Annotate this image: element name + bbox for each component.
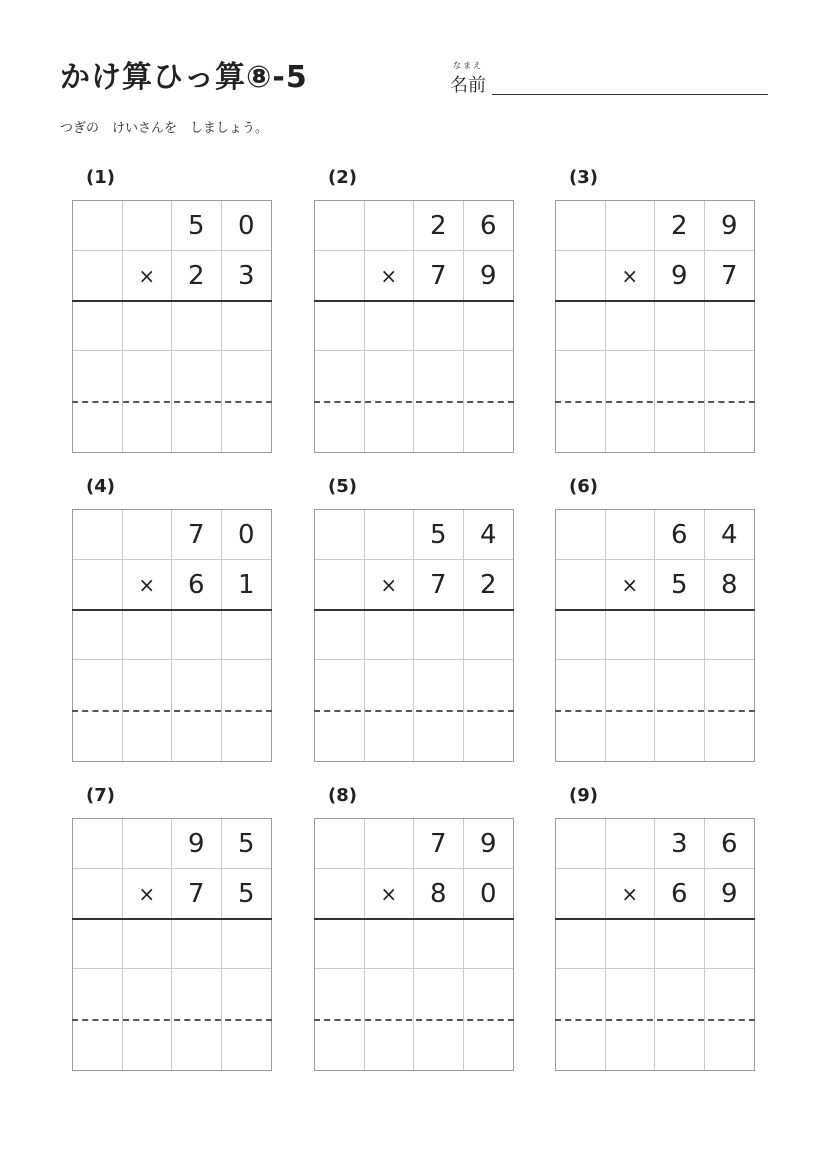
- answer-row: [556, 969, 754, 1019]
- answer-cell[interactable]: [73, 610, 123, 660]
- answer-cell[interactable]: [123, 919, 173, 969]
- answer-row: [73, 1019, 271, 1070]
- partial-sum-dashed-line: [555, 710, 755, 712]
- digit-cell: 6: [655, 510, 705, 560]
- answer-cell[interactable]: [123, 660, 173, 710]
- answer-cell[interactable]: [414, 610, 464, 660]
- product-line: [72, 609, 272, 611]
- answer-cell[interactable]: [315, 610, 365, 660]
- answer-cell[interactable]: [606, 401, 656, 452]
- multiply-sign: ×: [606, 251, 656, 301]
- digit-cell: 7: [172, 869, 222, 919]
- answer-row: [73, 919, 271, 969]
- answer-cell[interactable]: [365, 660, 415, 710]
- answer-cell[interactable]: [365, 710, 415, 761]
- answer-cell[interactable]: [655, 351, 705, 401]
- problem-2: [314, 167, 516, 453]
- digit-cell: 9: [720, 879, 738, 909]
- answer-cell[interactable]: [606, 351, 656, 401]
- problem-1: [72, 167, 274, 453]
- multiplier-row: [315, 560, 513, 610]
- problem-label: (5): [328, 476, 357, 497]
- digit-cell: 6: [705, 819, 755, 869]
- problem-4: [72, 476, 274, 762]
- digit-cell: 9: [479, 261, 497, 291]
- answer-row: [73, 660, 271, 710]
- answer-cell[interactable]: [464, 1019, 514, 1070]
- answer-cell[interactable]: [172, 660, 222, 710]
- multiply-sign: ×: [365, 869, 415, 919]
- problem-label: (7): [86, 785, 115, 806]
- answer-cell[interactable]: [414, 351, 464, 401]
- answer-cell[interactable]: [464, 351, 514, 401]
- problem-label: (8): [328, 785, 357, 806]
- answer-row: [556, 710, 754, 761]
- digit-cell: [556, 869, 606, 919]
- answer-cell[interactable]: [556, 969, 606, 1019]
- digit-cell: 9: [464, 819, 514, 869]
- product-line: [314, 918, 514, 920]
- answer-cell[interactable]: [315, 301, 365, 351]
- answer-cell[interactable]: [123, 351, 173, 401]
- answer-row: [315, 969, 513, 1019]
- multiplicand-row: [73, 819, 271, 869]
- digit-cell: 7: [414, 560, 464, 610]
- digit-cell: [556, 251, 606, 301]
- answer-row: [556, 919, 754, 969]
- digit-cell: [73, 251, 123, 301]
- answer-cell[interactable]: [414, 660, 464, 710]
- answer-cell[interactable]: [655, 969, 705, 1019]
- problem-7: [72, 785, 274, 1071]
- calculation-grid: [314, 818, 514, 1071]
- partial-sum-dashed-line: [314, 401, 514, 403]
- answer-cell[interactable]: [73, 919, 123, 969]
- calculation-grid: [555, 509, 755, 762]
- partial-sum-dashed-line: [72, 401, 272, 403]
- problem-6: [555, 476, 757, 762]
- multiplicand-row: [73, 510, 271, 560]
- answer-cell[interactable]: [315, 401, 365, 452]
- answer-row: [556, 610, 754, 660]
- digit-cell: 2: [414, 201, 464, 251]
- calculation-grid: [72, 818, 272, 1071]
- answer-cell[interactable]: [655, 610, 705, 660]
- digit-cell: 1: [237, 570, 255, 600]
- answer-cell[interactable]: [414, 919, 464, 969]
- name-write-line[interactable]: [492, 94, 768, 95]
- answer-cell[interactable]: [172, 610, 222, 660]
- answer-row: [73, 969, 271, 1019]
- answer-cell[interactable]: [222, 401, 272, 452]
- partial-sum-dashed-line: [72, 1019, 272, 1021]
- answer-cell[interactable]: [222, 351, 272, 401]
- digit-cell: [73, 869, 123, 919]
- answer-cell[interactable]: [606, 660, 656, 710]
- digit-cell: 6: [172, 560, 222, 610]
- answer-row: [556, 351, 754, 401]
- product-line: [72, 300, 272, 302]
- digit-cell: [606, 819, 656, 869]
- answer-row: [556, 301, 754, 351]
- digit-cell: [556, 201, 606, 251]
- answer-cell[interactable]: [172, 351, 222, 401]
- multiply-sign: ×: [123, 869, 173, 919]
- digit-cell: 7: [414, 819, 464, 869]
- answer-cell[interactable]: [365, 610, 415, 660]
- answer-cell[interactable]: [222, 660, 272, 710]
- name-ruby: なまえ: [453, 61, 483, 70]
- partial-sum-dashed-line: [72, 710, 272, 712]
- multiplier-row: [315, 869, 513, 919]
- digit-cell: 9: [705, 201, 755, 251]
- digit-cell: 3: [655, 819, 705, 869]
- answer-cell[interactable]: [556, 710, 606, 761]
- calculation-grid: [314, 509, 514, 762]
- answer-cell[interactable]: [172, 301, 222, 351]
- partial-sum-dashed-line: [314, 1019, 514, 1021]
- answer-cell[interactable]: [123, 969, 173, 1019]
- answer-row: [315, 301, 513, 351]
- name-label: 名前: [450, 75, 486, 96]
- multiplier-row: [556, 560, 754, 610]
- problem-label: (2): [328, 167, 357, 188]
- digit-cell: [556, 510, 606, 560]
- digit-cell: 6: [655, 869, 705, 919]
- digit-cell: 9: [655, 251, 705, 301]
- answer-cell[interactable]: [705, 401, 755, 452]
- product-line: [555, 609, 755, 611]
- digit-cell: 8: [414, 869, 464, 919]
- digit-cell: 3: [237, 261, 255, 291]
- multiply-sign: ×: [365, 251, 415, 301]
- digit-cell: 5: [172, 201, 222, 251]
- digit-cell: [365, 201, 415, 251]
- name-field-area: [450, 58, 768, 98]
- answer-row: [73, 301, 271, 351]
- digit-cell: [73, 201, 123, 251]
- page-title: かけ算ひっ算⑧-5: [60, 60, 308, 95]
- multiply-sign: ×: [606, 869, 656, 919]
- answer-cell[interactable]: [705, 919, 755, 969]
- answer-cell[interactable]: [606, 710, 656, 761]
- answer-cell[interactable]: [315, 969, 365, 1019]
- answer-cell[interactable]: [414, 301, 464, 351]
- answer-row: [315, 1019, 513, 1070]
- answer-cell[interactable]: [606, 610, 656, 660]
- answer-cell[interactable]: [172, 1019, 222, 1070]
- answer-cell[interactable]: [315, 710, 365, 761]
- partial-sum-dashed-line: [314, 710, 514, 712]
- answer-row: [315, 351, 513, 401]
- answer-cell[interactable]: [464, 401, 514, 452]
- answer-cell[interactable]: [414, 401, 464, 452]
- answer-row: [73, 351, 271, 401]
- answer-cell[interactable]: [73, 969, 123, 1019]
- answer-cell[interactable]: [222, 610, 272, 660]
- answer-cell[interactable]: [73, 1019, 123, 1070]
- digit-cell: 5: [414, 510, 464, 560]
- answer-row: [73, 710, 271, 761]
- answer-cell[interactable]: [705, 351, 755, 401]
- calculation-grid: [314, 200, 514, 453]
- calculation-grid: [555, 200, 755, 453]
- multiplicand-row: [556, 201, 754, 251]
- answer-cell[interactable]: [655, 919, 705, 969]
- problem-label: (9): [569, 785, 598, 806]
- answer-cell[interactable]: [606, 919, 656, 969]
- answer-cell[interactable]: [222, 1019, 272, 1070]
- answer-cell[interactable]: [464, 610, 514, 660]
- answer-cell[interactable]: [464, 919, 514, 969]
- answer-cell[interactable]: [464, 710, 514, 761]
- answer-cell[interactable]: [365, 1019, 415, 1070]
- answer-cell[interactable]: [464, 301, 514, 351]
- answer-cell[interactable]: [123, 301, 173, 351]
- multiplier-row: [315, 251, 513, 301]
- partial-sum-dashed-line: [555, 1019, 755, 1021]
- problem-8: [314, 785, 516, 1071]
- answer-cell[interactable]: [172, 969, 222, 1019]
- answer-cell[interactable]: [705, 1019, 755, 1070]
- digit-cell: [73, 510, 123, 560]
- product-line: [555, 918, 755, 920]
- multiply-sign: ×: [606, 560, 656, 610]
- digit-cell: 4: [705, 510, 755, 560]
- answer-cell[interactable]: [556, 301, 606, 351]
- answer-cell[interactable]: [414, 1019, 464, 1070]
- multiplier-row: [556, 869, 754, 919]
- digit-cell: [73, 560, 123, 610]
- digit-cell: [73, 819, 123, 869]
- product-line: [555, 300, 755, 302]
- digit-cell: [606, 510, 656, 560]
- answer-cell[interactable]: [655, 401, 705, 452]
- multiplicand-row: [315, 510, 513, 560]
- answer-cell[interactable]: [705, 969, 755, 1019]
- product-line: [314, 609, 514, 611]
- multiplicand-row: [315, 819, 513, 869]
- answer-row: [556, 1019, 754, 1070]
- answer-cell[interactable]: [556, 919, 606, 969]
- answer-cell[interactable]: [73, 401, 123, 452]
- product-line: [72, 918, 272, 920]
- digit-cell: [123, 201, 173, 251]
- problem-label: (4): [86, 476, 115, 497]
- answer-cell[interactable]: [222, 969, 272, 1019]
- answer-row: [556, 660, 754, 710]
- answer-cell[interactable]: [655, 301, 705, 351]
- digit-cell: 8: [720, 570, 738, 600]
- answer-row: [315, 401, 513, 452]
- answer-cell[interactable]: [655, 710, 705, 761]
- multiply-sign: ×: [123, 560, 173, 610]
- answer-cell[interactable]: [365, 351, 415, 401]
- problem-5: [314, 476, 516, 762]
- answer-row: [315, 660, 513, 710]
- digit-cell: [315, 819, 365, 869]
- multiply-sign: ×: [365, 560, 415, 610]
- answer-cell[interactable]: [705, 610, 755, 660]
- answer-cell[interactable]: [606, 301, 656, 351]
- answer-cell[interactable]: [464, 660, 514, 710]
- answer-cell[interactable]: [705, 660, 755, 710]
- problem-9: [555, 785, 757, 1071]
- multiplicand-row: [556, 819, 754, 869]
- digit-cell: [315, 251, 365, 301]
- answer-cell[interactable]: [172, 401, 222, 452]
- digit-cell: 7: [414, 251, 464, 301]
- multiply-sign: ×: [123, 251, 173, 301]
- answer-cell[interactable]: [556, 610, 606, 660]
- answer-cell[interactable]: [123, 610, 173, 660]
- multiplicand-row: [556, 510, 754, 560]
- answer-cell[interactable]: [222, 710, 272, 761]
- digit-cell: [365, 819, 415, 869]
- digit-cell: [365, 510, 415, 560]
- answer-cell[interactable]: [172, 919, 222, 969]
- multiplier-row: [556, 251, 754, 301]
- answer-cell[interactable]: [172, 710, 222, 761]
- calculation-grid: [72, 509, 272, 762]
- digit-cell: [606, 201, 656, 251]
- answer-row: [315, 610, 513, 660]
- calculation-grid: [555, 818, 755, 1071]
- answer-row: [556, 401, 754, 452]
- digit-cell: [123, 510, 173, 560]
- answer-row: [73, 610, 271, 660]
- answer-cell[interactable]: [365, 301, 415, 351]
- digit-cell: 6: [464, 201, 514, 251]
- answer-cell[interactable]: [705, 301, 755, 351]
- problem-label: (6): [569, 476, 598, 497]
- answer-cell[interactable]: [414, 969, 464, 1019]
- digit-cell: 9: [172, 819, 222, 869]
- answer-cell[interactable]: [222, 301, 272, 351]
- answer-cell[interactable]: [123, 401, 173, 452]
- answer-row: [315, 710, 513, 761]
- digit-cell: 7: [172, 510, 222, 560]
- digit-cell: 5: [655, 560, 705, 610]
- digit-cell: [315, 560, 365, 610]
- answer-cell[interactable]: [73, 660, 123, 710]
- answer-cell[interactable]: [655, 660, 705, 710]
- digit-cell: 5: [222, 819, 272, 869]
- answer-cell[interactable]: [222, 919, 272, 969]
- answer-cell[interactable]: [365, 401, 415, 452]
- answer-cell[interactable]: [556, 401, 606, 452]
- digit-cell: 0: [479, 879, 497, 909]
- digit-cell: 0: [222, 510, 272, 560]
- multiplier-row: [73, 251, 271, 301]
- answer-cell[interactable]: [73, 301, 123, 351]
- answer-cell[interactable]: [556, 1019, 606, 1070]
- digit-cell: [556, 819, 606, 869]
- answer-cell[interactable]: [73, 710, 123, 761]
- answer-row: [315, 919, 513, 969]
- calculation-grid: [72, 200, 272, 453]
- answer-cell[interactable]: [315, 919, 365, 969]
- problem-3: [555, 167, 757, 453]
- product-line: [314, 300, 514, 302]
- answer-cell[interactable]: [315, 351, 365, 401]
- instruction-text: つぎの けいさんを しましょう。: [60, 121, 269, 136]
- multiplicand-row: [73, 201, 271, 251]
- multiplier-row: [73, 560, 271, 610]
- digit-cell: 4: [464, 510, 514, 560]
- digit-cell: 2: [479, 570, 497, 600]
- answer-cell[interactable]: [606, 969, 656, 1019]
- answer-cell[interactable]: [365, 969, 415, 1019]
- digit-cell: 5: [237, 879, 255, 909]
- multiplier-row: [73, 869, 271, 919]
- answer-cell[interactable]: [123, 710, 173, 761]
- answer-cell[interactable]: [464, 969, 514, 1019]
- digit-cell: [315, 510, 365, 560]
- answer-cell[interactable]: [556, 351, 606, 401]
- digit-cell: [315, 869, 365, 919]
- digit-cell: 2: [172, 251, 222, 301]
- digit-cell: [315, 201, 365, 251]
- answer-cell[interactable]: [73, 351, 123, 401]
- partial-sum-dashed-line: [555, 401, 755, 403]
- digit-cell: [556, 560, 606, 610]
- answer-cell[interactable]: [123, 1019, 173, 1070]
- problem-label: (3): [569, 167, 598, 188]
- answer-cell[interactable]: [315, 1019, 365, 1070]
- answer-cell[interactable]: [556, 660, 606, 710]
- digit-cell: 7: [720, 261, 738, 291]
- digit-cell: 0: [222, 201, 272, 251]
- digit-cell: [123, 819, 173, 869]
- answer-row: [73, 401, 271, 452]
- answer-cell[interactable]: [705, 710, 755, 761]
- problem-label: (1): [86, 167, 115, 188]
- answer-cell[interactable]: [606, 1019, 656, 1070]
- multiplicand-row: [315, 201, 513, 251]
- answer-cell[interactable]: [655, 1019, 705, 1070]
- answer-cell[interactable]: [315, 660, 365, 710]
- answer-cell[interactable]: [414, 710, 464, 761]
- digit-cell: 2: [655, 201, 705, 251]
- answer-cell[interactable]: [365, 919, 415, 969]
